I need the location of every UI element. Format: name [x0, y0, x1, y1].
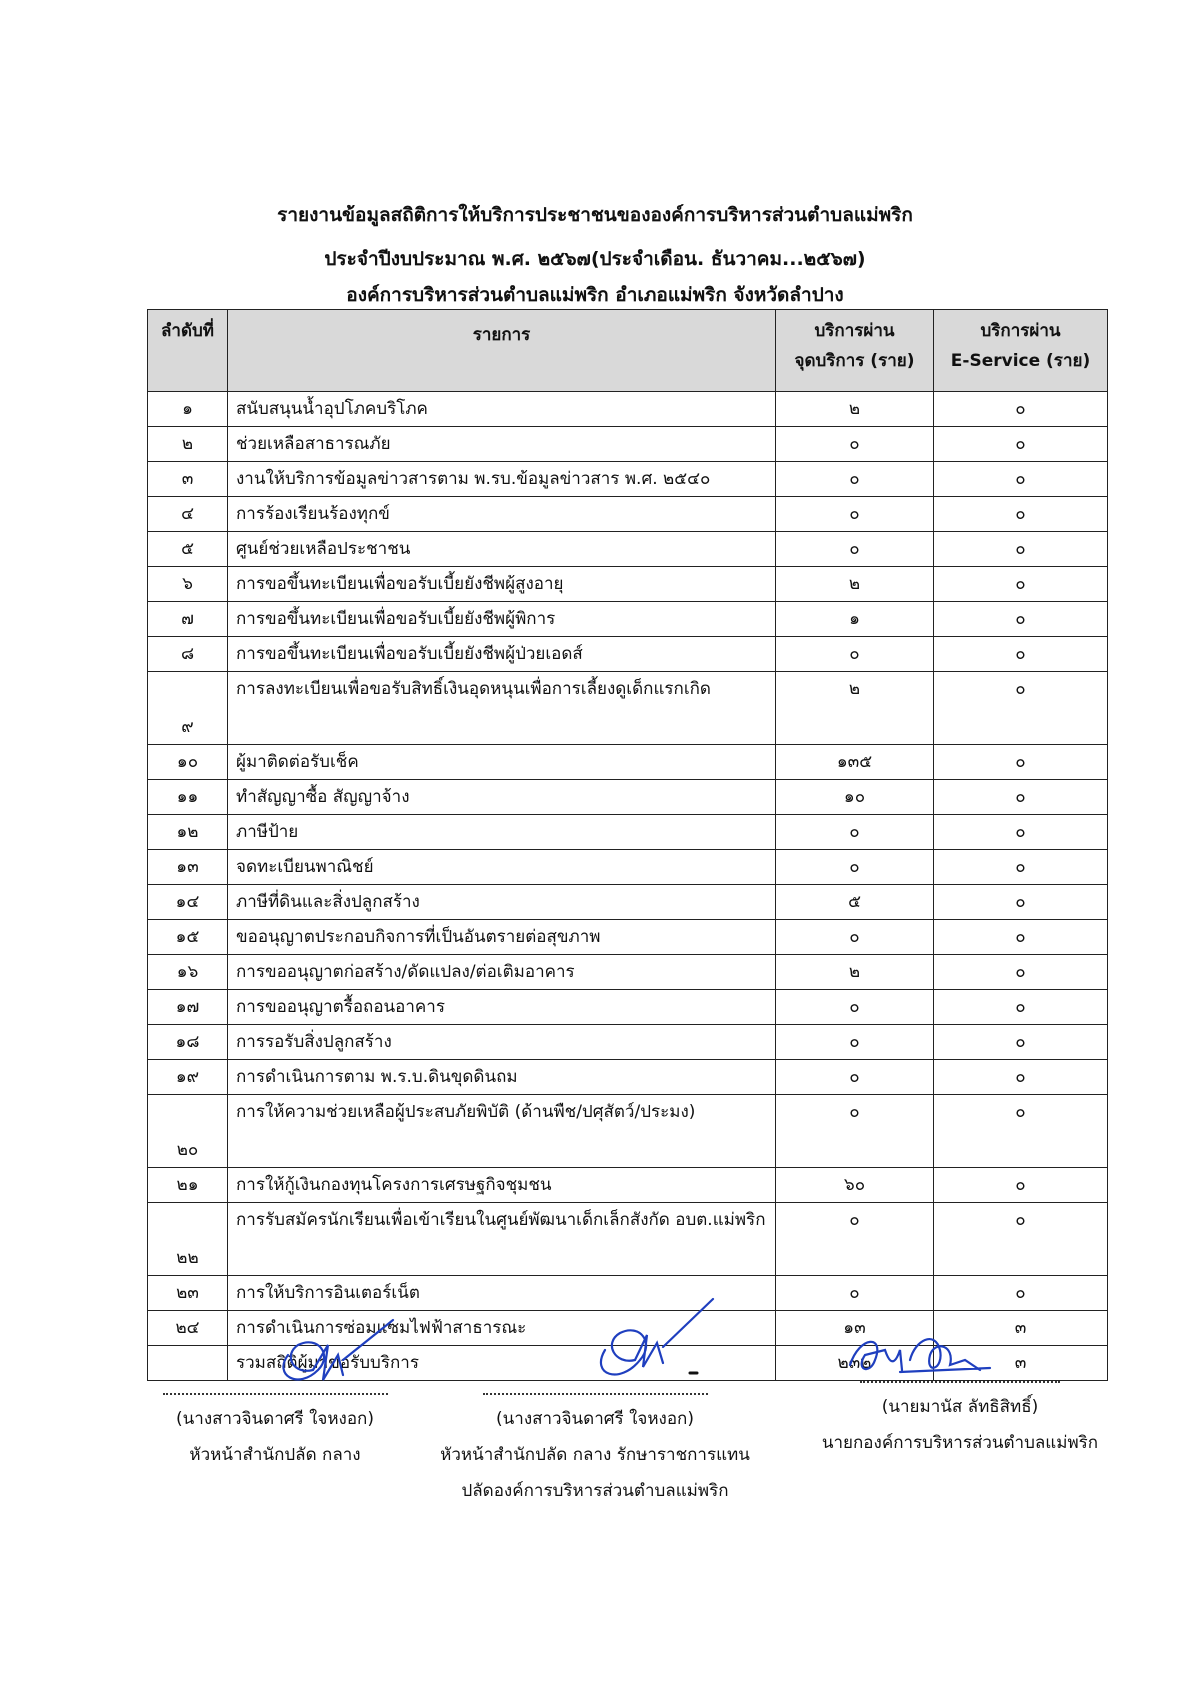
total-label: รวมสถิติผู้มาขอรับบริการ	[228, 1346, 776, 1381]
row-service-point-count: ๑๓	[776, 1311, 934, 1346]
row-service-point-count: ๐	[776, 815, 934, 850]
row-number: ๑	[148, 392, 228, 427]
row-eservice-count: ๐	[934, 1168, 1108, 1203]
signer-name: (นางสาวจินดาศรี ใจหงอก)	[496, 1409, 694, 1429]
row-service-point-count: ๐	[776, 497, 934, 532]
signature-block-left	[140, 1393, 410, 1473]
table-body	[148, 392, 1108, 1381]
row-number: ๒๑	[148, 1168, 228, 1203]
header-no	[148, 310, 228, 392]
row-eservice-count: ๐	[934, 1095, 1108, 1168]
header-service-point	[776, 310, 934, 392]
row-item: การรอรับสิ่งปลูกสร้าง	[228, 1025, 776, 1060]
row-eservice-count: ๓	[934, 1311, 1108, 1346]
row-item: การให้บริการอินเตอร์เน็ต	[228, 1276, 776, 1311]
row-item: การให้ความช่วยเหลือผู้ประสบภัยพิบัติ (ด้านพืช/ปศุสัตว์/ประมง)	[228, 1095, 776, 1168]
row-item: การดำเนินการซ่อมแซมไฟฟ้าสาธารณะ	[228, 1311, 776, 1346]
row-eservice-count: ๐	[934, 1025, 1108, 1060]
row-number: ๓	[148, 462, 228, 497]
signature-block-right	[795, 1381, 1125, 1461]
row-number: ๘	[148, 637, 228, 672]
signature-block-middle	[420, 1393, 770, 1509]
row-service-point-count: ๑๐	[776, 780, 934, 815]
table-row	[148, 1203, 1108, 1276]
row-eservice-count: ๐	[934, 532, 1108, 567]
row-number: ๑๗	[148, 990, 228, 1025]
table-row	[148, 1060, 1108, 1095]
row-service-point-count: ๐	[776, 1025, 934, 1060]
row-item: ภาษีป้าย	[228, 815, 776, 850]
signature-right-image	[840, 1320, 1010, 1385]
row-number: ๑๑	[148, 780, 228, 815]
signature-line	[860, 1381, 1060, 1383]
row-eservice-count: ๐	[934, 462, 1108, 497]
row-item: การขออนุญาตก่อสร้าง/ดัดแปลง/ต่อเติมอาคาร	[228, 955, 776, 990]
row-eservice-count: ๐	[934, 885, 1108, 920]
signature-left-image	[268, 1315, 398, 1395]
row-service-point-count: ๑	[776, 602, 934, 637]
row-number: ๒๔	[148, 1311, 228, 1346]
row-service-point-count: ๐	[776, 532, 934, 567]
header-no-label: ลำดับที่	[160, 321, 214, 341]
row-item: สนับสนุนน้ำอุปโภคบริโภค	[228, 392, 776, 427]
row-item: การดำเนินการตาม พ.ร.บ.ดินขุดดินถม	[228, 1060, 776, 1095]
row-item: การร้องเรียนร้องทุกข์	[228, 497, 776, 532]
header-eservice-line2: E-Service (ราย)	[950, 351, 1091, 371]
row-eservice-count: ๐	[934, 497, 1108, 532]
table-row	[148, 567, 1108, 602]
signer-name: (นายมานัส ลัทธิสิทธิ์)	[881, 1397, 1039, 1417]
header-eservice	[934, 310, 1108, 392]
row-service-point-count: ๒	[776, 392, 934, 427]
table-row	[148, 532, 1108, 567]
row-number: ๒	[148, 427, 228, 462]
row-eservice-count: ๐	[934, 392, 1108, 427]
row-eservice-count: ๐	[934, 850, 1108, 885]
report-title-line-3: องค์การบริหารส่วนตำบลแม่พริก อำเภอแม่พริก จังหวัดลำปาง	[346, 284, 844, 306]
signer-position: นายกองค์การบริหารส่วนตำบลแม่พริก	[821, 1433, 1099, 1453]
row-number: ๑๐	[148, 745, 228, 780]
row-service-point-count: ๐	[776, 637, 934, 672]
row-item: ผู้มาติดต่อรับเช็ค	[228, 745, 776, 780]
row-eservice-count: ๐	[934, 602, 1108, 637]
row-number: ๑๘	[148, 1025, 228, 1060]
row-service-point-count: ๑๓๕	[776, 745, 934, 780]
table-row	[148, 392, 1108, 427]
signer-name: (นางสาวจินดาศรี ใจหงอก)	[176, 1409, 374, 1429]
header-item-label: รายการ	[472, 325, 531, 345]
signer-position-line2: ปลัดองค์การบริหารส่วนตำบลแม่พริก	[461, 1481, 729, 1501]
table-row	[148, 672, 1108, 745]
report-title-line-2: ประจำปีงบประมาณ พ.ศ. ๒๕๖๗(ประจำเดือน. ธันวาคม...๒๕๖๗)	[324, 248, 866, 270]
total-eservice-count: ๓	[934, 1346, 1108, 1381]
signature-line	[483, 1393, 708, 1395]
total-row-blank	[148, 1346, 228, 1381]
row-number: ๕	[148, 532, 228, 567]
table-row	[148, 1095, 1108, 1168]
row-number: ๖	[148, 567, 228, 602]
row-number: ๒๐	[148, 1095, 228, 1168]
table-row	[148, 955, 1108, 990]
row-number: ๒๓	[148, 1276, 228, 1311]
table-row	[148, 815, 1108, 850]
row-number: ๑๓	[148, 850, 228, 885]
row-service-point-count: ๐	[776, 462, 934, 497]
row-eservice-count: ๐	[934, 672, 1108, 745]
signature-line	[163, 1393, 388, 1395]
row-item: การขอขึ้นทะเบียนเพื่อขอรับเบี้ยยังชีพผู้สูงอายุ	[228, 567, 776, 602]
table-row	[148, 745, 1108, 780]
row-eservice-count: ๐	[934, 1203, 1108, 1276]
header-eservice-line1: บริการผ่าน	[980, 321, 1061, 341]
table-row	[148, 1025, 1108, 1060]
row-eservice-count: ๐	[934, 637, 1108, 672]
row-item: การขอขึ้นทะเบียนเพื่อขอรับเบี้ยยังชีพผู้พิการ	[228, 602, 776, 637]
row-service-point-count: ๐	[776, 990, 934, 1025]
table-row	[148, 1168, 1108, 1203]
row-service-point-count: ๐	[776, 427, 934, 462]
statistics-table	[147, 309, 1108, 1381]
row-eservice-count: ๐	[934, 1060, 1108, 1095]
row-item: การรับสมัครนักเรียนเพื่อเข้าเรียนในศูนย์พัฒนาเด็กเล็กสังกัด อบต.แม่พริก	[228, 1203, 776, 1276]
row-service-point-count: ๖๐	[776, 1168, 934, 1203]
row-item: ภาษีที่ดินและสิ่งปลูกสร้าง	[228, 885, 776, 920]
row-number: ๑๖	[148, 955, 228, 990]
row-eservice-count: ๐	[934, 1276, 1108, 1311]
row-item: ช่วยเหลือสาธารณภัย	[228, 427, 776, 462]
table-row	[148, 920, 1108, 955]
row-number: ๑๒	[148, 815, 228, 850]
table-row	[148, 780, 1108, 815]
signer-position: หัวหน้าสำนักปลัด กลาง	[189, 1445, 361, 1465]
row-service-point-count: ๐	[776, 1095, 934, 1168]
row-item: การขอขึ้นทะเบียนเพื่อขอรับเบี้ยยังชีพผู้ป่วยเอดส์	[228, 637, 776, 672]
table-row	[148, 850, 1108, 885]
row-service-point-count: ๐	[776, 850, 934, 885]
row-service-point-count: ๒	[776, 567, 934, 602]
row-service-point-count: ๐	[776, 1203, 934, 1276]
row-item: ขออนุญาตประกอบกิจการที่เป็นอันตรายต่อสุขภาพ	[228, 920, 776, 955]
row-eservice-count: ๐	[934, 780, 1108, 815]
row-item: จดทะเบียนพาณิชย์	[228, 850, 776, 885]
row-eservice-count: ๐	[934, 745, 1108, 780]
signature-middle-image	[585, 1295, 715, 1385]
row-service-point-count: ๕	[776, 885, 934, 920]
table-row	[148, 885, 1108, 920]
row-number: ๑๙	[148, 1060, 228, 1095]
table-row	[148, 497, 1108, 532]
row-service-point-count: ๒	[776, 955, 934, 990]
report-title-line-1: รายงานข้อมูลสถิติการให้บริการประชาชนขององค์การบริหารส่วนตำบลแม่พริก	[277, 204, 913, 226]
row-item: การลงทะเบียนเพื่อขอรับสิทธิ์เงินอุดหนุนเพื่อการเลี้ยงดูเด็กแรกเกิด	[228, 672, 776, 745]
table-row	[148, 990, 1108, 1025]
total-service-point-count: ๒๓๒	[776, 1346, 934, 1381]
signer-position-line1: หัวหน้าสำนักปลัด กลาง รักษาราชการแทน	[440, 1445, 750, 1465]
row-number: ๒๒	[148, 1203, 228, 1276]
header-item	[228, 310, 776, 392]
row-service-point-count: ๒	[776, 672, 934, 745]
row-service-point-count: ๐	[776, 1276, 934, 1311]
header-service-point-line1: บริการผ่าน	[814, 321, 895, 341]
row-item: การให้กู้เงินกองทุนโครงการเศรษฐกิจชุมชน	[228, 1168, 776, 1203]
row-eservice-count: ๐	[934, 955, 1108, 990]
row-item: การขออนุญาตรื้อถอนอาคาร	[228, 990, 776, 1025]
row-eservice-count: ๐	[934, 920, 1108, 955]
row-number: ๗	[148, 602, 228, 637]
row-service-point-count: ๐	[776, 1060, 934, 1095]
row-item: ทำสัญญาซื้อ สัญญาจ้าง	[228, 780, 776, 815]
row-item: ศูนย์ช่วยเหลือประชาชน	[228, 532, 776, 567]
row-number: ๑๔	[148, 885, 228, 920]
row-number: ๑๕	[148, 920, 228, 955]
header-service-point-line2: จุดบริการ (ราย)	[794, 351, 915, 371]
row-number: ๙	[148, 672, 228, 745]
row-eservice-count: ๐	[934, 567, 1108, 602]
table-row	[148, 637, 1108, 672]
table-header-row	[148, 310, 1108, 392]
row-eservice-count: ๐	[934, 815, 1108, 850]
row-eservice-count: ๐	[934, 990, 1108, 1025]
table-row	[148, 602, 1108, 637]
row-service-point-count: ๐	[776, 920, 934, 955]
table-row	[148, 427, 1108, 462]
row-item: งานให้บริการข้อมูลข่าวสารตาม พ.รบ.ข้อมูลข่าวสาร พ.ศ. ๒๕๔๐	[228, 462, 776, 497]
row-number: ๔	[148, 497, 228, 532]
table-row	[148, 462, 1108, 497]
row-eservice-count: ๐	[934, 427, 1108, 462]
